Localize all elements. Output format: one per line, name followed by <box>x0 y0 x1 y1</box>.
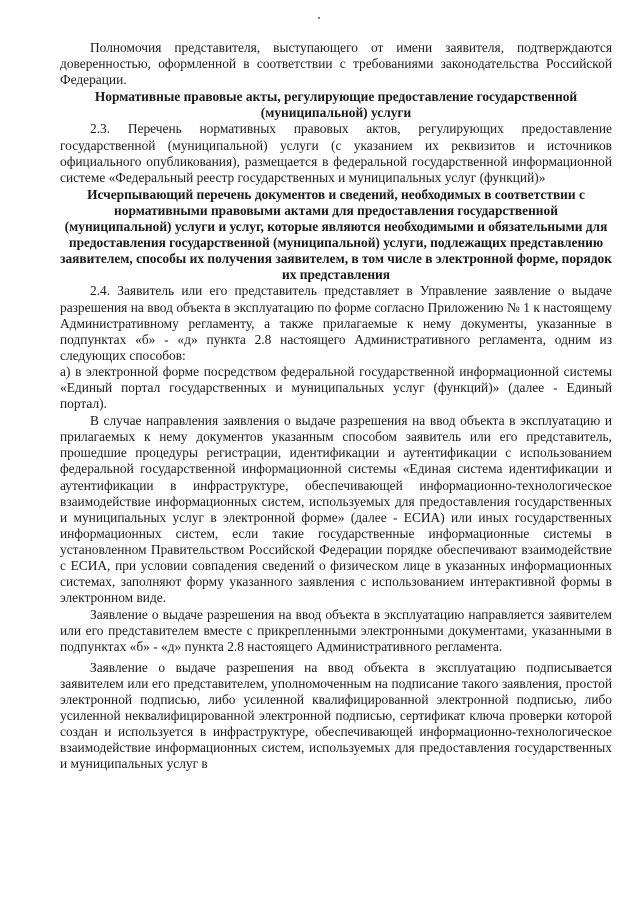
application-sending-paragraph: Заявление о выдаче разрешения на ввод объекта в эксплуатацию направляется заявителем или его представителем вместе с прикрепленными электронными документами, указанными в подпунктах «б» - «д» пункта 2.8 настоящего Административного регламента. <box>60 607 612 655</box>
representative-powers-paragraph: Полномочия представителя, выступающего от имени заявителя, подтверждаются доверенностью, оформленной в соответствии с требованиями законодательства Российской Федерации. <box>60 40 612 88</box>
section-heading-legal-acts: Нормативные правовые акты, регулирующие предоставление государственной (муниципальной) услуги <box>94 89 578 121</box>
clause-2-4-paragraph: 2.4. Заявитель или его представитель представляет в Управление заявление о выдаче разрешения на ввод объекта в эксплуатацию по форме согласно Приложению № 1 к настоящему Административному регламенту, а также прилагаемые к нему документы, указанные в подпунктах «б» - «д» пункта 2.8 настоящего Административного регламента, одним из следующих способов: <box>60 283 612 363</box>
document-page <box>60 40 612 772</box>
section-heading-documents-list: Исчерпывающий перечень документов и сведений, необходимых в соответствии с нормативными правовыми актами для предоставления государственной (муниципальной) услуги и услуг, которые являются необходимыми и обязательными для предоставления государственной (муниципальной) услуги, подлежащих представлению заявителем, способы их получения заявителем, в том числе в электронной форме, порядок их представления <box>60 186 612 283</box>
clause-2-3-paragraph: 2.3. Перечень нормативных правовых актов, регулирующих предоставление государственной (муниципальной) услуги (с указанием их реквизитов и источников официального опубликования), размещается в федеральной государственной информационной системе «Федеральный реестр государственных и муниципальных услуг (функций)» <box>60 121 612 185</box>
application-signing-paragraph: Заявление о выдаче разрешения на ввод объекта в эксплуатацию подписывается заявителем или его представителем, уполномоченным на подписание такого заявления, простой электронной подписью, либо усиленной квалифицированной электронной подписью, либо усиленной неквалифицированной электронной подписью, сертификат ключа проверки которой создан и используется в инфраструктуре, обеспечивающей информационно-технологическое взаимодействие информационных систем, используемых для предоставления государственных и муниципальных услуг в <box>60 659 612 772</box>
scan-speck <box>318 17 320 19</box>
electronic-submission-paragraph: В случае направления заявления о выдаче разрешения на ввод объекта в эксплуатацию и прилагаемых к нему документов указанным способом заявитель или его представитель, прошедшие процедуры регистрации, идентификации и аутентификации с использованием федеральной государственной информационной системы «Единая система идентификации и аутентификации в инфраструктуре, обеспечивающей информационно-технологическое взаимодействие информационных систем, используемых для предоставления государственных и муниципальных услуг в электронной форме» (далее - ЕСИА) или иных государственных информационных систем, если такие государственные информационные системы в установленном Правительством Российской Федерации порядке обеспечивают взаимодействие с ЕСИА, при условии совпадения сведений о физическом лице в указанных информационных системах, заполняют форму указанного заявления с использованием интерактивной формы в электронном виде. <box>60 413 612 606</box>
item-a-paragraph: а) в электронной форме посредством федеральной государственной информационной системы «Единый портал государственных и муниципальных услуг (функций)» (далее - Единый портал). <box>60 363 612 412</box>
